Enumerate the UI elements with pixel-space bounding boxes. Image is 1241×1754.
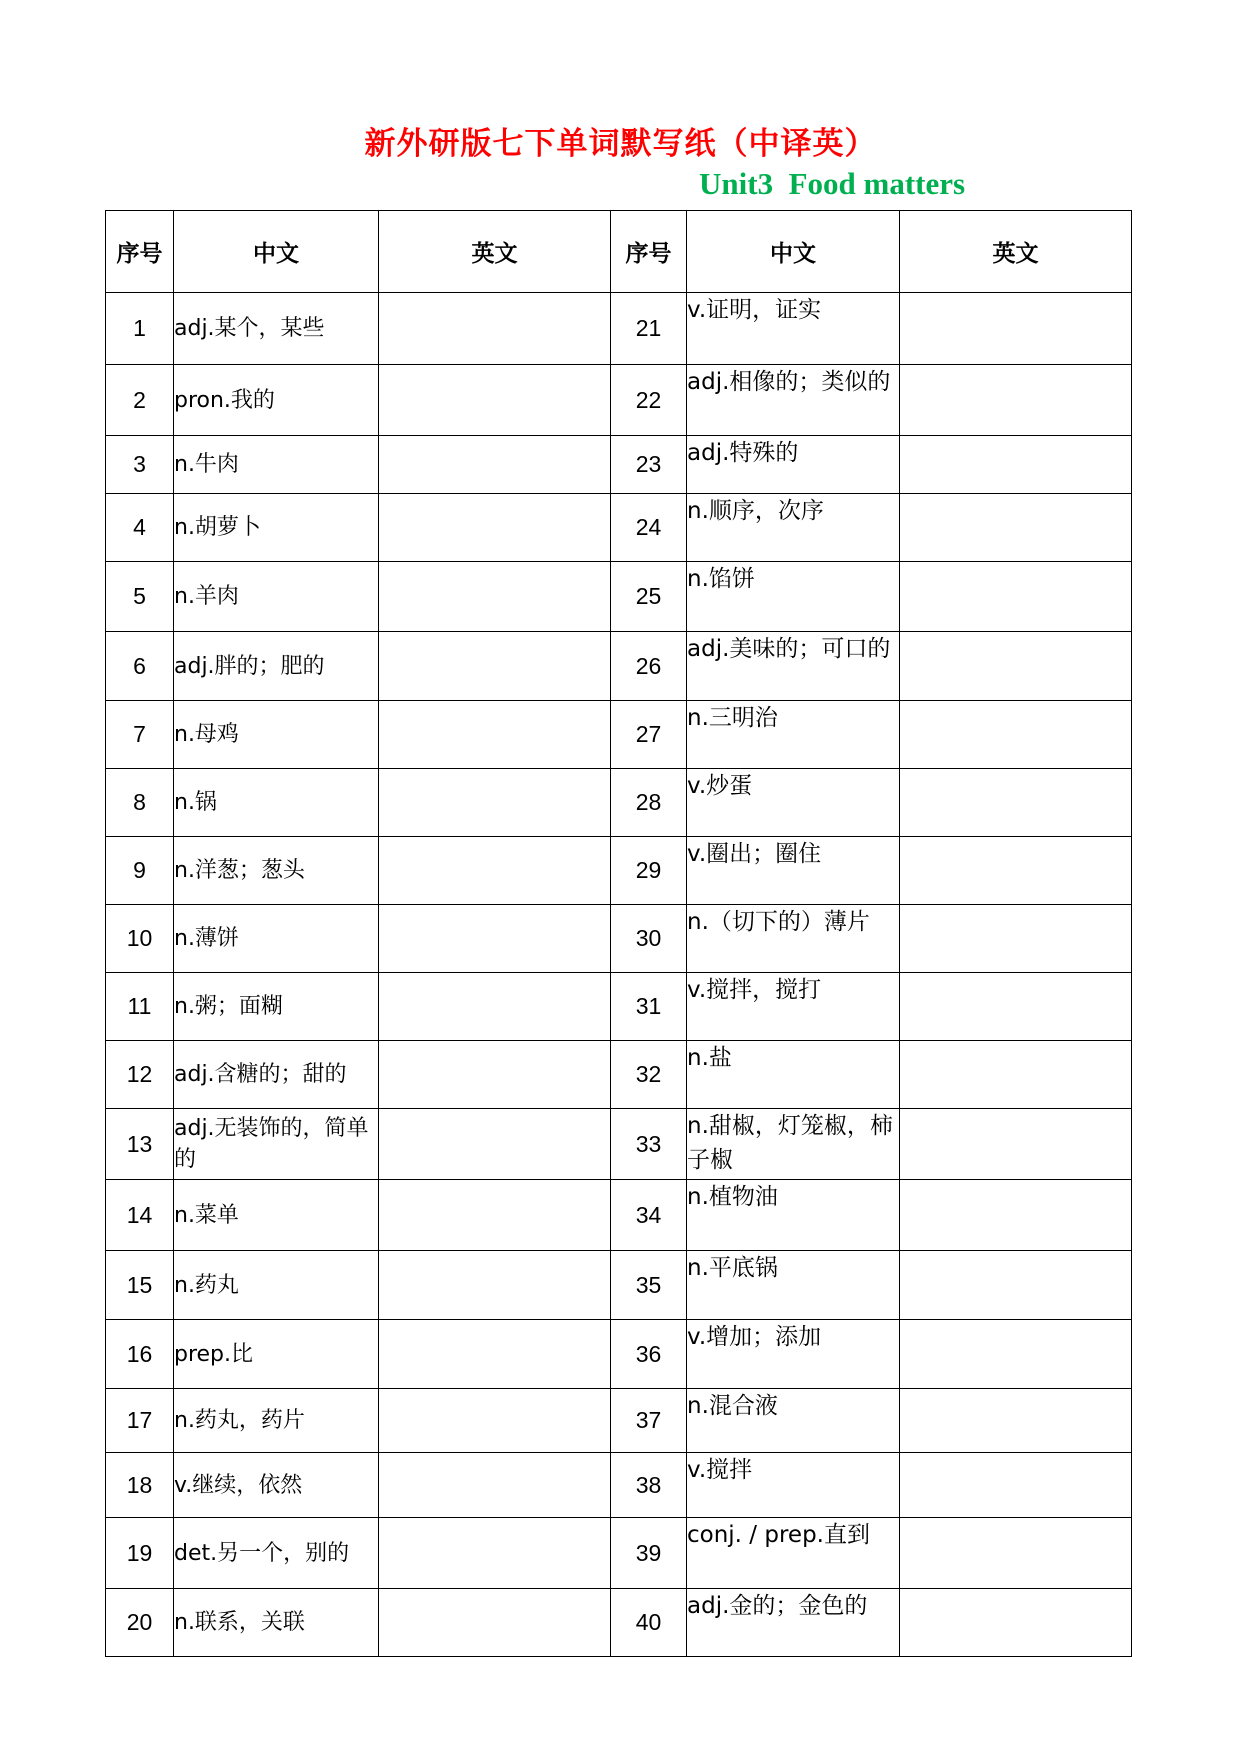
right-number-cell: 32: [611, 1041, 687, 1109]
right-number-cell: 22: [611, 365, 687, 436]
right-chinese-cell: v.炒蛋: [687, 769, 900, 837]
left-number-cell: 1: [106, 293, 174, 365]
left-english-answer-cell[interactable]: [379, 973, 611, 1041]
right-number-cell: 38: [611, 1453, 687, 1518]
right-number-cell: 26: [611, 632, 687, 701]
right-chinese-cell: v.增加；添加: [687, 1320, 900, 1389]
left-english-answer-cell[interactable]: [379, 632, 611, 701]
left-chinese-cell: n.母鸡: [174, 701, 379, 769]
unit-subtitle: Unit3 Food matters: [699, 166, 966, 201]
right-english-answer-cell[interactable]: [900, 905, 1132, 973]
table-row: [106, 1453, 1132, 1518]
right-chinese-cell: n.植物油: [687, 1180, 900, 1251]
header-chinese-left: 中文: [174, 211, 379, 293]
left-chinese-cell: adj.无装饰的，简单的: [174, 1109, 379, 1180]
left-number-cell: 4: [106, 494, 174, 562]
left-number-cell: 14: [106, 1180, 174, 1251]
right-chinese-cell: n.（切下的）薄片: [687, 905, 900, 973]
header-english-left: 英文: [379, 211, 611, 293]
left-chinese-cell: n.牛肉: [174, 436, 379, 494]
left-english-answer-cell[interactable]: [379, 1180, 611, 1251]
left-chinese-cell: n.药丸: [174, 1251, 379, 1320]
left-number-cell: 19: [106, 1518, 174, 1589]
table-row: [106, 436, 1132, 494]
left-chinese-cell: pron.我的: [174, 365, 379, 436]
left-english-answer-cell[interactable]: [379, 1041, 611, 1109]
left-chinese-cell: n.药丸，药片: [174, 1389, 379, 1453]
right-number-cell: 28: [611, 769, 687, 837]
left-chinese-cell: v.继续，依然: [174, 1453, 379, 1518]
table-row: [106, 1180, 1132, 1251]
right-number-cell: 40: [611, 1589, 687, 1657]
right-english-answer-cell[interactable]: [900, 1180, 1132, 1251]
left-number-cell: 16: [106, 1320, 174, 1389]
right-number-cell: 36: [611, 1320, 687, 1389]
right-chinese-cell: adj.特殊的: [687, 436, 900, 494]
left-english-answer-cell[interactable]: [379, 436, 611, 494]
right-number-cell: 33: [611, 1109, 687, 1180]
right-number-cell: 21: [611, 293, 687, 365]
right-english-answer-cell[interactable]: [900, 701, 1132, 769]
table-row: [106, 494, 1132, 562]
right-chinese-cell: adj.美味的；可口的: [687, 632, 900, 701]
right-number-cell: 23: [611, 436, 687, 494]
left-number-cell: 9: [106, 837, 174, 905]
right-chinese-cell: n.馅饼: [687, 562, 900, 632]
left-number-cell: 20: [106, 1589, 174, 1657]
left-chinese-cell: n.联系，关联: [174, 1589, 379, 1657]
left-number-cell: 18: [106, 1453, 174, 1518]
right-english-answer-cell[interactable]: [900, 837, 1132, 905]
table-row: [106, 293, 1132, 365]
right-number-cell: 25: [611, 562, 687, 632]
left-english-answer-cell[interactable]: [379, 562, 611, 632]
left-chinese-cell: adj.某个，某些: [174, 293, 379, 365]
right-english-answer-cell[interactable]: [900, 769, 1132, 837]
left-english-answer-cell[interactable]: [379, 905, 611, 973]
table-row: [106, 1518, 1132, 1589]
right-english-answer-cell[interactable]: [900, 436, 1132, 494]
left-chinese-cell: prep.比: [174, 1320, 379, 1389]
left-english-answer-cell[interactable]: [379, 1251, 611, 1320]
header-english-right: 英文: [900, 211, 1132, 293]
left-english-answer-cell[interactable]: [379, 293, 611, 365]
table-row: [106, 1589, 1132, 1657]
left-number-cell: 2: [106, 365, 174, 436]
left-number-cell: 13: [106, 1109, 174, 1180]
right-english-answer-cell[interactable]: [900, 293, 1132, 365]
table-row: [106, 365, 1132, 436]
left-chinese-cell: n.锅: [174, 769, 379, 837]
left-number-cell: 12: [106, 1041, 174, 1109]
right-chinese-cell: n.甜椒，灯笼椒，柿子椒: [687, 1109, 900, 1180]
left-chinese-cell: n.洋葱；葱头: [174, 837, 379, 905]
table-row: [106, 837, 1132, 905]
right-english-answer-cell[interactable]: [900, 1320, 1132, 1389]
right-chinese-cell: v.搅拌，搅打: [687, 973, 900, 1041]
left-english-answer-cell[interactable]: [379, 494, 611, 562]
page-title: 新外研版七下单词默写纸（中译英）: [364, 126, 877, 162]
right-chinese-cell: n.三明治: [687, 701, 900, 769]
table-row: [106, 1041, 1132, 1109]
right-chinese-cell: n.平底锅: [687, 1251, 900, 1320]
left-chinese-cell: adj.胖的；肥的: [174, 632, 379, 701]
table-row: [106, 1109, 1132, 1180]
left-number-cell: 5: [106, 562, 174, 632]
left-number-cell: 6: [106, 632, 174, 701]
right-chinese-cell: n.顺序，次序: [687, 494, 900, 562]
right-chinese-cell: v.圈出；圈住: [687, 837, 900, 905]
header-num-left: 序号: [106, 211, 174, 293]
table-row: [106, 769, 1132, 837]
left-english-answer-cell[interactable]: [379, 1320, 611, 1389]
left-number-cell: 8: [106, 769, 174, 837]
left-english-answer-cell[interactable]: [379, 837, 611, 905]
left-number-cell: 11: [106, 973, 174, 1041]
right-chinese-cell: v.搅拌: [687, 1453, 900, 1518]
right-chinese-cell: conj. / prep.直到: [687, 1518, 900, 1589]
left-chinese-cell: n.粥；面糊: [174, 973, 379, 1041]
right-chinese-cell: adj.相像的；类似的: [687, 365, 900, 436]
left-number-cell: 7: [106, 701, 174, 769]
left-chinese-cell: n.羊肉: [174, 562, 379, 632]
table-row: [106, 905, 1132, 973]
table-row: [106, 632, 1132, 701]
header-num-right: 序号: [611, 211, 687, 293]
left-english-answer-cell[interactable]: [379, 1518, 611, 1589]
right-english-answer-cell[interactable]: [900, 562, 1132, 632]
right-number-cell: 34: [611, 1180, 687, 1251]
right-number-cell: 31: [611, 973, 687, 1041]
left-english-answer-cell[interactable]: [379, 1389, 611, 1453]
left-number-cell: 10: [106, 905, 174, 973]
table-row: [106, 973, 1132, 1041]
right-english-answer-cell[interactable]: [900, 1453, 1132, 1518]
right-english-answer-cell[interactable]: [900, 365, 1132, 436]
right-english-answer-cell[interactable]: [900, 1589, 1132, 1657]
right-number-cell: 29: [611, 837, 687, 905]
left-english-answer-cell[interactable]: [379, 1589, 611, 1657]
right-number-cell: 37: [611, 1389, 687, 1453]
table-row: [106, 1389, 1132, 1453]
right-english-answer-cell[interactable]: [900, 973, 1132, 1041]
table-row: [106, 701, 1132, 769]
left-english-answer-cell[interactable]: [379, 365, 611, 436]
left-english-answer-cell[interactable]: [379, 1109, 611, 1180]
left-chinese-cell: n.菜单: [174, 1180, 379, 1251]
right-english-answer-cell[interactable]: [900, 1518, 1132, 1589]
left-chinese-cell: det.另一个，别的: [174, 1518, 379, 1589]
right-english-answer-cell[interactable]: [900, 632, 1132, 701]
right-number-cell: 39: [611, 1518, 687, 1589]
right-number-cell: 27: [611, 701, 687, 769]
right-chinese-cell: n.盐: [687, 1041, 900, 1109]
left-chinese-cell: adj.含糖的；甜的: [174, 1041, 379, 1109]
header-chinese-right: 中文: [687, 211, 900, 293]
right-chinese-cell: n.混合液: [687, 1389, 900, 1453]
right-english-answer-cell[interactable]: [900, 1109, 1132, 1180]
right-chinese-cell: adj.金的；金色的: [687, 1589, 900, 1657]
right-number-cell: 24: [611, 494, 687, 562]
right-english-answer-cell[interactable]: [900, 1041, 1132, 1109]
table-row: [106, 562, 1132, 632]
vocabulary-table: [105, 210, 1132, 1657]
left-chinese-cell: n.胡萝卜: [174, 494, 379, 562]
left-english-answer-cell[interactable]: [379, 1453, 611, 1518]
table-row: [106, 1320, 1132, 1389]
left-english-answer-cell[interactable]: [379, 701, 611, 769]
right-english-answer-cell[interactable]: [900, 1389, 1132, 1453]
left-number-cell: 15: [106, 1251, 174, 1320]
right-number-cell: 30: [611, 905, 687, 973]
right-number-cell: 35: [611, 1251, 687, 1320]
right-english-answer-cell[interactable]: [900, 494, 1132, 562]
right-english-answer-cell[interactable]: [900, 1251, 1132, 1320]
header-row: [106, 211, 1132, 293]
left-number-cell: 17: [106, 1389, 174, 1453]
left-chinese-cell: n.薄饼: [174, 905, 379, 973]
left-english-answer-cell[interactable]: [379, 769, 611, 837]
table-row: [106, 1251, 1132, 1320]
left-number-cell: 3: [106, 436, 174, 494]
right-chinese-cell: v.证明，证实: [687, 293, 900, 365]
